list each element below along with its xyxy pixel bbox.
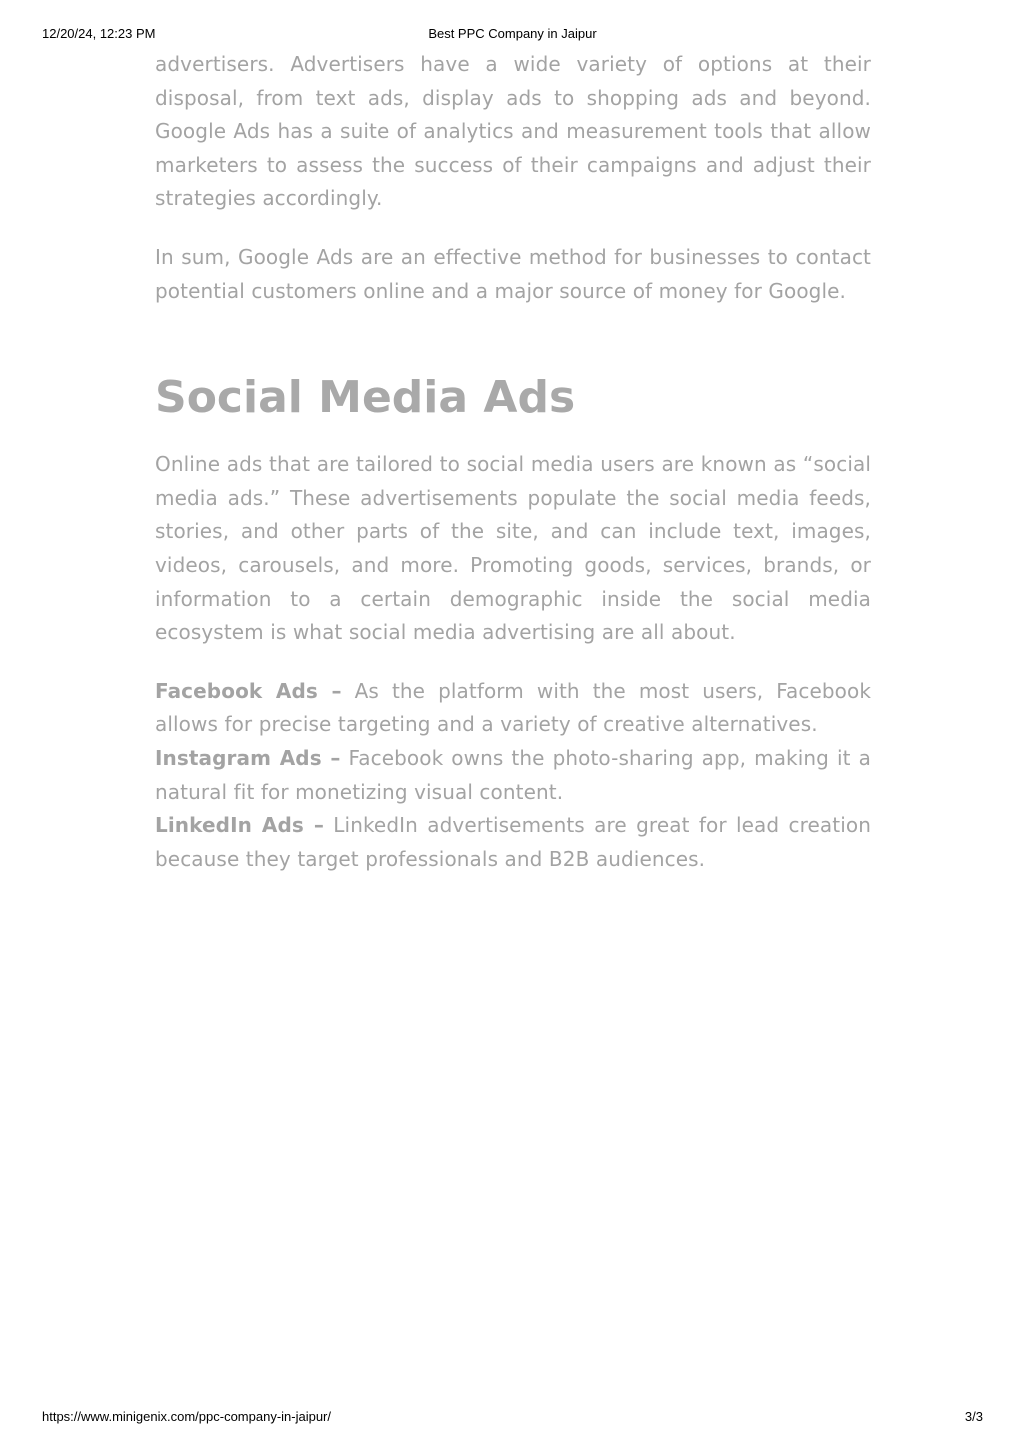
ad-types-list — [155, 675, 871, 877]
ad-type-item — [155, 675, 871, 742]
ad-type-label: Facebook Ads – — [155, 678, 342, 703]
print-footer — [42, 1409, 983, 1425]
section-heading-social-media-ads: Social Media Ads — [155, 372, 576, 424]
print-datetime: 12/20/24, 12:23 PM — [42, 26, 156, 41]
ad-type-text: Facebook owns the photo-sharing app, making it a natural fit for monetizing visual content. — [155, 745, 871, 804]
intro-paragraph: advertisers. Advertisers have a wide variety of options at their disposal, from text ads, display ads to shopping ads and beyond. Google Ads has a suite of analytics and measurement tools that allow marketers to assess the success of their campaigns and adjust their strategies accordingly. — [155, 52, 871, 211]
article-body — [155, 48, 871, 876]
social-media-paragraph: Online ads that are tailored to social media users are known as “social media ads.” These advertisements populate the social media feeds, stories, and other parts of the site, and can include text, images, videos, carousels, and more. Promoting goods, services, brands, or information to a certain demographic inside the social media ecosystem is what social media advertising are all about. — [155, 452, 871, 645]
summary-paragraph: In sum, Google Ads are an effective method for businesses to contact potential customers online and a major source of money for Google. — [155, 244, 871, 303]
ad-type-label: Instagram Ads – — [155, 745, 341, 770]
page-number: 3/3 — [964, 1409, 983, 1424]
print-page-title: Best PPC Company in Jaipur — [428, 26, 597, 41]
print-url: https://www.minigenix.com/ppc-company-in-jaipur/ — [42, 1409, 331, 1424]
ad-type-text: LinkedIn advertisements are great for lead creation because they target professionals and B2B audiences. — [155, 813, 871, 871]
ad-type-item — [155, 742, 871, 809]
ad-type-text: As the platform with the most users, Facebook allows for precise targeting and a variety of creative alternatives. — [155, 678, 872, 737]
ad-type-label: LinkedIn Ads – — [155, 813, 324, 838]
ad-type-item — [155, 809, 871, 876]
print-header — [42, 26, 983, 42]
